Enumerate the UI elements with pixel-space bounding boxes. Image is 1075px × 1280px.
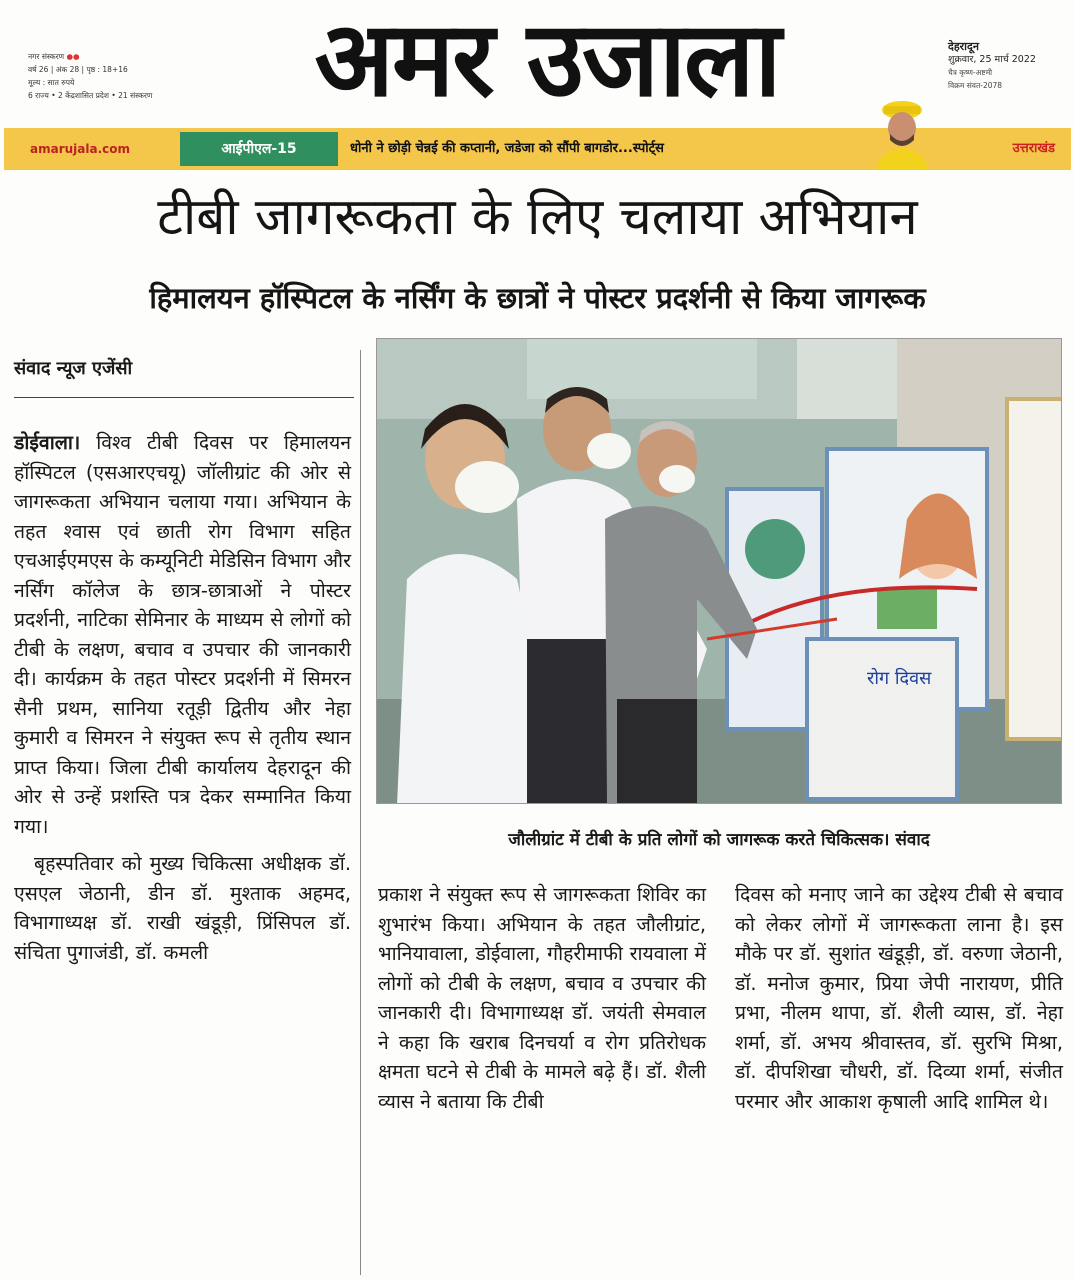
paragraph-1-text: विश्व टीबी दिवस पर हिमालयन हॉस्पिटल (एसआरएचयू) जॉलीग्रांट की ओर से जागरूकता अभियान चलाया गया। अभियान के तहत श्वास एवं छाती रोग विभाग सहित एचआईएमएस के कम्यूनिटी मेडिसिन विभाग और नर्सिंग कॉलेज के छात्र-छात्राओं ने पोस्टर प्रदर्शनी, नाटिका सेमिनार के माध्यम से लोगों को टीबी के लक्षण, बचाव व उपचार की जानकारी दी। कार्यक्रम के तहत पोस्टर प्रदर्शनी में सिमरन सैनी प्रथम, सानिया रतूड़ी द्वितीय और नेहा कुमारी व सिमरन ने संयुक्त रूप से तृतीय स्थान प्राप्त किया। जिला टीबी कार्यालय देहरादून की ओर से उन्हें प्रशस्ति पत्र देकर सम्मानित किया गया। (14, 431, 351, 838)
issue-date: शुक्रवार, 25 मार्च 2022 (948, 54, 1036, 65)
photo-caption: जौलीग्रांट में टीबी के प्रति लोगों को जागरूक करते चिकित्सक। संवाद (508, 830, 930, 850)
news-strip (4, 128, 1071, 170)
city-name: देहरादून (948, 40, 979, 53)
states-line: 6 राज्य • 2 केंद्रशासित प्रदेश • 21 संस्करण (28, 91, 153, 100)
edition-dots: ●● (66, 52, 80, 61)
website-label: amarujala.com (30, 142, 131, 156)
article-column-1 (14, 428, 351, 967)
tithi: चैत्र कृष्ण-अष्टमी (948, 68, 993, 77)
date-info (948, 40, 1036, 92)
cricketer-photo-icon (872, 94, 932, 170)
column-2-text: प्रकाश ने संयुक्त रूप से जागरूकता शिविर का शुभारंभ किया। अभियान के तहत जौलीग्रांट, भानियावाला, डोईवाला, गौहरीमाफी रायवाला में लोगों को टीबी के लक्षण, बचाव व उपचार की जानकारी दी। विभागाध्यक्ष डॉ. जयंती सेमवाल ने कहा कि खराब दिनचर्या व रोग प्रतिरोधक क्षमता घटने से टीबी के मामले बढ़े हैं। डॉ. शैली व्यास ने बताया कि टीबी (378, 883, 706, 1113)
region-label: उत्तराखंड (1012, 141, 1055, 156)
column-divider (360, 350, 361, 1275)
newspaper-logo: अमर उजाला (314, 0, 780, 120)
column-3-text: दिवस को मनाए जाने का उद्देश्य टीबी से बचाव को लेकर लोगों में जागरूकता लाना है। इस मौके पर डॉ. सुशांत खंडूड़ी, डॉ. वरुणा जेठानी, डॉ. मनोज कुमार, प्रिया जेपी नारायण, प्रीति प्रभा, नीलम थापा, डॉ. शैली व्यास, डॉ. नेहा शर्मा, डॉ. अभय श्रीवास्तव, डॉ. सुरभि मिश्रा, डॉ. दीपशिखा चौधरी, डॉ. दिव्या शर्मा, संजीत परमार और आकाश कृषाली आदि शामिल थे। (735, 883, 1063, 1113)
article-photo (376, 338, 1062, 804)
paragraph-2: बृहस्पतिवार को मुख्य चिकित्सा अधीक्षक डॉ. एसएल जेठानी, डीन डॉ. मुश्ताक अहमद, विभागाध्यक्ष डॉ. राखी खंडूड़ी, प्रिंसिपल डॉ. संचिता पुगाजंडी, डॉ. कमली (14, 852, 351, 964)
dateline: डोईवाला। (14, 431, 81, 454)
paragraph-1 (14, 428, 351, 841)
article-column-2 (378, 880, 706, 1116)
article-column-3 (735, 880, 1063, 1116)
price-line: मूल्य : सात रुपये (28, 78, 75, 87)
poster-text: रोग दिवस (867, 668, 932, 689)
section-tag: आईपीएल-15 (180, 132, 338, 166)
strip-headline: धोनी ने छोड़ी चेन्नई की कप्तानी, जडेजा को सौंपी बागडोर...स्पोर्ट्स (350, 141, 664, 156)
edition-info (28, 50, 152, 102)
samvat: विक्रम संवत-2078 (948, 81, 1003, 90)
article-subheadline: हिमालयन हॉस्पिटल के नर्सिंग के छात्रों ने पोस्टर प्रदर्शनी से किया जागरूक (149, 281, 926, 315)
volume-line: वर्ष 26 | अंक 28 | पृष्ठ : 18+16 (28, 65, 128, 74)
event-photo-illustration (377, 339, 1062, 804)
article-headline: टीबी जागरूकता के लिए चलाया अभियान (157, 188, 918, 247)
edition-line: नगर संस्करण (28, 52, 65, 61)
byline-divider (14, 397, 354, 398)
byline: संवाद न्यूज एजेंसी (14, 358, 133, 379)
